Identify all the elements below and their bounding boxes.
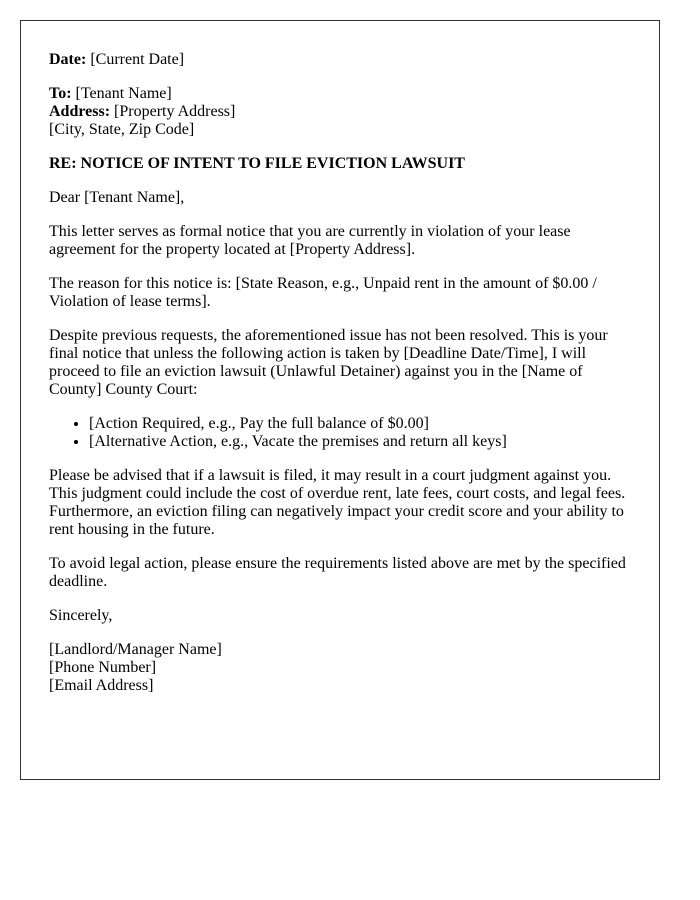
paragraph-consequences: Please be advised that if a lawsuit is filed, it may result in a court judgment against you. This judgment could include the cost of overdue rent, late fees, court costs, and legal fees. Furthermore, an eviction filing can negatively impact your credit score and your ability to rent housing in the future.: [49, 467, 626, 538]
date-line: [49, 51, 631, 69]
signature-phone: [Phone Number]: [49, 659, 157, 676]
date-label: Date:: [49, 51, 87, 68]
salutation: Dear [Tenant Name],: [49, 189, 185, 206]
subject-line: RE: NOTICE OF INTENT TO FILE EVICTION LAWSUIT: [49, 155, 465, 172]
signature-email: [Email Address]: [49, 677, 154, 694]
city-state-zip-line: [City, State, Zip Code]: [49, 121, 195, 138]
eviction-notice-letter: [20, 20, 660, 780]
date-value: [Current Date]: [86, 51, 185, 68]
required-actions-list: [49, 415, 631, 451]
paragraph-reason: The reason for this notice is: [State Reason, e.g., Unpaid rent in the amount of $0.00 / Violation of lease terms].: [49, 275, 597, 310]
paragraph-avoid-action: To avoid legal action, please ensure the requirements listed above are met by the specified deadline.: [49, 555, 626, 590]
signature-block: [49, 641, 631, 695]
address-line: [49, 103, 631, 121]
signature-name: [Landlord/Manager Name]: [49, 641, 222, 658]
to-value: [Tenant Name]: [71, 85, 172, 102]
list-item: • [Action Required, e.g., Pay the full balance of $0.00]: [89, 415, 631, 433]
address-label: Address:: [49, 103, 111, 120]
to-line: [49, 85, 631, 103]
list-item: • [Alternative Action, e.g., Vacate the premises and return all keys]: [89, 433, 631, 451]
paragraph-final-notice: Despite previous requests, the aforementioned issue has not been resolved. This is your final notice that unless the following action is taken by [Deadline Date/Time], I will proceed to file an eviction lawsuit (Unlawful Detainer) against you in the [Name of County] County Court:: [49, 327, 608, 398]
paragraph-violation: This letter serves as formal notice that you are currently in violation of your lease agreement for the property located at [Property Address].: [49, 223, 571, 258]
closing: Sincerely,: [49, 607, 113, 624]
address-value: [Property Address]: [110, 103, 236, 120]
date-block: [49, 51, 631, 69]
recipient-block: [49, 85, 631, 139]
to-label: To:: [49, 85, 72, 102]
